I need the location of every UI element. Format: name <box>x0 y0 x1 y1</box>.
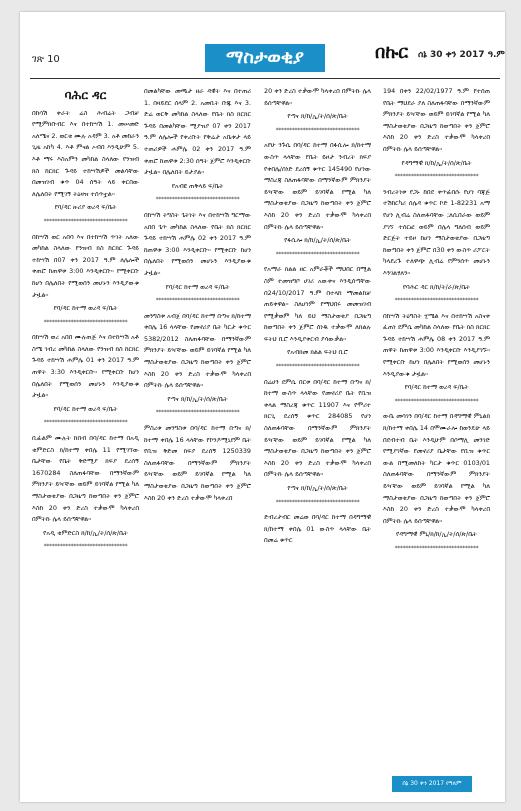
newspaper-name: በኩር <box>375 42 409 63</box>
notice-signature: የባ/ዳር ከተማ ወረዳ ፍ/ቤት <box>53 304 118 313</box>
notice: በከሣሽ ወር አበባ እና በተከሣሽ ጥገት አለው መካከል ስላለው የንዝብ ክስ ከርክር ጉዳይ ተከሣሽ በ07 ቀን 2017 ዓ.ም ለሌሎች ቀጠሮ ከጠዋቱ 3:00 እንዲቀርቡ። የሚቀርቡ ከሆነ በሌለበት የሚወሰን መሆኑን እንዲያውቁ ታዟል። <box>32 232 139 299</box>
separator: ******************************* <box>275 250 360 258</box>
notice: ድብረታብር መሬወ በባ/ዳር ከተማ በዳግማዊ ክ/ከተማ ቀበሌ 01 ውስጥ ላላቸው ቤት በመሬ ቁጥር <box>264 513 371 545</box>
notice-signature: የዳግማዊ ክ/ከ/ኢ/ት/ሰ/ጽ/ቤት <box>401 158 472 167</box>
footer-badge: ሰኔ 30 ቀን 2017 የዓለም <box>392 776 472 792</box>
notice-signature: የባ/ዳር ከተማ ወረዳ ፍ/ቤት <box>165 282 230 291</box>
page-header <box>20 12 505 84</box>
notice: በከሳሽ ቀራት ሬስ ሕብሬት ጋብቻ የሚምክቡብር እና በተከሣሽ 1. መሠመድ አለሜና 2. ወርቂ ሙሉ አዳም 3. አቶ መከራን ጊዜ አከካ 4. እቶ ምናል ኦብበ እንዲሁም 5. እቶ ማሩ እስአምን መካከል ስላለው የንዝብ ክስ ከርክር ጉዳይ ተከሣሽዎች መልሳቸው በመዝገብ ቁጥ 04 ሰዓት ላይ ቀርበው ለሌለበት የሚገኝ ትዕዛዝ ተሰጥቷል። <box>32 108 139 198</box>
issue-date: ሰኔ 30 ቀን 2017 ዓ.ም <box>418 50 505 60</box>
notice: 194 በቀን 22/02/1977 ዓ.ም የተሰጠ የቤት ማህደራ ያለ ስለጠፋባቸው በማንኛውም ምክንያት ይዣቸው ወይም ይገባኛል የሚል ካለ ማስታወቂያው በጋዜጣ ከወጣበት ቀን ጀምሮ እስከ 20 ቀን ድረስ ተቃውሞ ካላቀረበ በምትኩ ሌላ ይሰጣቸዋል። <box>383 87 490 153</box>
separator: ******************************* <box>394 544 479 552</box>
notice-signature: የባሕር ዳር ክ/ከ/ት/ራ/ጽ/ቤት <box>402 282 471 291</box>
separator: ******************************* <box>275 363 360 371</box>
page-number: ገጽ 10 <box>32 54 60 65</box>
notice-signature: የፋሲሎ ክ/ከ/ኢ/ት/ሰ/ጽ/ቤት <box>284 236 351 245</box>
notice: በከሣሽ ትዕግስት ሂሜል እና በተከሣሽ አስናቀ ፈጠነ ደምሴ መካከል ስላለው የቤት ክስ ክርክር ጉዳይ ተከሣሽ ሐምሌ 08 ቀን 2017 ዓ.ም ጠዋት ከጠዋቱ 3:00 እንዲቀርቡ እንዲያገኙ። የሚቀርቡ ከሆነ በሌለበት የሚወሰን መሆኑን እንዲያውቁ ታዟል። <box>383 311 490 378</box>
separator: ******************************* <box>43 318 128 326</box>
notice-signature: የአብክመ ክልል ፍትህ ቢሮ <box>287 348 348 357</box>
separator: ******************************* <box>155 297 240 305</box>
separator: ******************************* <box>394 173 479 181</box>
notice: በመልካቸው መጫታ ዘራ ዳዊት እና በተጠሪ 1. በዛይደር ሰላም 2. አመቢት ቡጁ እና 3. ድሬ ወርቅ መካከል ስላለው የቤት ክስ ክርክር ጉዳይ በመልካቸው ሚያዝያ 07 ቀን 2017 ዓ.ም ለሌሎች የቀረቡት የቅሬታ አቤቱታ ላይ ተጠሪዎች ሐምሌ 02 ቀን 2017 ዓ.ም ቀጠሮ ከጠዋቱ 2:30 ሰዓት ጀምሮ እንዲቀርቡ ታዟል። በሌለበት ይታያል። <box>144 87 251 177</box>
column-4 <box>383 86 490 559</box>
newspaper-page <box>20 12 505 802</box>
notice-signature: የጣና ክ/ከ/ኢ/ት/ሰ/ጽ/ቤት <box>167 394 228 403</box>
notice: ውቤ መሳገን በባ/ዳር ከተማ በዳግማዊ ምኒልክ ክ/ከተማ ቀበሌ 14 በሞሙራሎ ከወንዴሁ ላይ በደብተብ ቤት እንዲሁም በሶማሊ መንገድ የሚያገኛው የመኖሪያ ቤታቸው የቢዝ ቁጥር ውል በሚመለከት ካርታ ቁጥር 0103/01 ስለጠፋባቸው በማንኛውም ምክንያት ይዣቸው ወይም ይገባኛል የሚል ካለ ማስታወቂያው በጋዜጣ ከወጣበት ቀን ጀምሮ እስከ 20 ቀን ድረስ ተቃውሞ ካላቀረበ በምትኩ ሌላ ይሰጣቸዋል። <box>383 412 490 525</box>
header-rule <box>30 78 500 79</box>
notice-signature: የጣና ክ/ከ/ኢ/ት/ሰ/ጽ/ቤት <box>287 484 348 492</box>
notice: በከሣሽ ወረ አበበ ሙሉጠጅ እና በተከሣሽ አቶ ስሜ ገብረ መካከል ስላለው የንዝብ ክስ ከርክር ጉዳይ ተከሣሽ ሐምሌ 01 ቀን 2017 ዓ.ም ጠዋት 3:30 እንዲቀርቡ። የሚቀርቡ ከሆነ በሌለበት የሚወሰን መሆኑን እንዲያውቁ ታዟል። <box>32 333 139 400</box>
separator: ******************************* <box>43 217 128 225</box>
separator: ******************************* <box>43 419 128 427</box>
separator: ******************************* <box>394 297 479 305</box>
notice: ምስረቱ መንግስቱ በባ/ዳር ከተማ በጣና ክ/ከተማ ቀበሌ 16 ላላቸው የኮንዶሚኒየም ቤት የቢዝ ቅድመ ክፍያ ደረሰኝ 1250339 ስለጠፋባቸው በማንኛውም ምክንያት ይዣቸው ወይም ይገባኛል የሚል ካለ ማስታወቂያው በጋዜጣ ከወጣበት ቀን ጀምሮ እስከ 20 ቀን ድረስ ተቃውሞ ካላቀረበ <box>144 424 251 502</box>
separator: ******************************* <box>155 196 240 204</box>
notice: አየሁ ንጉሴ በባ/ዳር ከተማ በፋሲሎ ክ/ከተማ ውስጥ ላላቸው የቤት ይዞታ ንብረት ክፍያ የቀበሌ/ሰነድ ደረሰኝ ቁጥር 145490 የሆነው ማስረጃ ስለጠፋባቸው በማንኛውም ምክንያት ይዣቸው ወይም ይገባኛል የሚል ካለ ማስታወቂያው በጋዜጣ ከወጣበት ቀን ጀምሮ እስከ 20 ቀን ድረስ ተቃውሞ ካላቀረበ በምትኩ ሌላ ይሰጣቸዋል። <box>264 141 371 231</box>
notice: ንብረትነቱ የጋኑ ከበደ ቀጥፊበሱ የሆነ ባጃጅ ተሽከርካሪ ሰሌዳ ቁጥር ኮድ 1-82231 አማ የሆነ ሊብሬ ስለጠፋባቸው ;ለሲበራው ወይም ያገኘ ተሰርፎ ወይም በሌላ ግለሰብ ወይም ድርጅት ተይዞ ከሆነ ማስታወቂያው በጋዜጣ ከወጣበት ቀን ጀምሮ በ30 ቀን ውስጥ ሪፖርት ካላደረጉ ተለዋጭ ሊብሬ የምንሰጥ መሆኑን እንገልፃለን። <box>383 187 490 277</box>
notice: የአማራ ክልል ዘር አምራቾች ማህበር በሚል ስም ተመዝግቦ ሀገሪ አውቀና እንዲሰጣቸው በ24/10/2017 ዓ.ም በተላከ ማመልከቻ ጠይቀዋል። ስለሆነም የማህበሩ መመዝገብ የሚቃወም ካለ ይህ ማስታወቂያ በጋዜጣ ከወጣበት ቀን ጀምሮ ሰነዱ ተቃውሞ ለክልሉ ፍትህ ቢሮ እንዲያቀርብ ያሳውቃል። <box>264 265 371 343</box>
notice-signature: የአብዩ ጠቅላይ ፍ/ቤት <box>171 181 224 190</box>
notice-signature: የባ/ዳር ከተማ ወረዳ ፍ/ቤት <box>53 404 118 413</box>
notice: በከሣሽ ትግስት ጌትነት እና በተከሣሽ ግርማው አበበ ጌጥ መካከል ስላለው የቤት ክስ ክርክር ጉዳይ ተከሣሽ ሐምሌ 02 ቀን 2017 ዓ.ም ከጠዋቱ 3:00 እንዲቀርቡ። የሚቀርቡ ከሆነ በሌለበት የሚወሰን መሆኑን እንዲያውቁ ታዟል። <box>144 210 251 277</box>
separator: ******************************* <box>43 543 128 551</box>
notice-signature: የባ/ዳር ዙሪያ ወረዳ ፍ/ቤት <box>54 203 117 212</box>
column-1 <box>32 86 139 557</box>
notice-signature: የዳግማዊ ምኒ/ክ/ከ/ኢ/ት/ሰ/ጽ/ቤት <box>396 530 477 539</box>
separator: ******************************* <box>275 126 360 134</box>
notice: በሬሀን ደምሴ በርቱ በባ/ዳር ከተማ በጣና ክ/ከተማ ውስጥ ላላቸው የመኖሪያ ቤት የቢዝ ቀላል ማስረጃ ቁጥር 11907 እና የሞሪተ ክርጊ ደረሰኝ ቁጥር 284085 የሆነ ስለጠፋባቸው በማንኛውም ምክንያት ይዣቸው ወይም ይገባኛል የሚል ካለ ማስታወቂያው በጋዜጣ ከወጣበት ቀን ጀምሮ እስከ 20 ቀን ድረስ ተቃውሞ ካላቀረበ በምትኩ ሌላ ይሰጣቸዋል። <box>264 377 371 479</box>
column-2 <box>144 86 251 504</box>
section-masthead: ማስታወቂያ <box>205 44 325 72</box>
notice: 20 ቀን ድረስ ተቃውሞ ካላቀረበ በምትኩ ሌላ ይሰጣቸዋል። <box>264 87 371 107</box>
separator: ******************************* <box>394 397 479 405</box>
section-title: ባሕር ዳር <box>64 88 107 102</box>
notice: መንግስቱ አብጀ በባ/ዳር ከተማ በጣና ክ/ከተማ ቀበሌ 16 ላላቸው የመኖሪያ ቤት ካርታ ቁጥር 5382/2012 ስለጠፋባቸው በማንኛውም ምክንያት ይዣቸው ወይም ይገባኛል የሚል ካለ ማስታወቂያው በጋዜጣ ከወጣበት ቀን ጀምሮ እስከ 20 ቀን ድረስ ተቃውሞ ካላቀረበ በምትኩ ሌላ ይሰጣቸዋል። <box>144 311 251 390</box>
notice-signature: የባ/ዳር ከተማ ወረዳ ፍ/ቤት <box>404 383 469 392</box>
notice-signature: የጣና ክ/ከ/ኢ/ት/ሰ/ጽ/ቤት <box>287 112 348 121</box>
separator: ******************************* <box>275 498 360 506</box>
separator: ******************************* <box>155 409 240 417</box>
notice: ቢፊልም ሙሉት ከበብ በባ/ዳር ከተማ በአዲ ቂምድርስ ክ/ከተማ ቀበሌ 11 የሚገኘው ቤታቸው የቤት ቅድሚያ ክፍያ ደረሰኝ 1670284 ስለጠፋባቸው በማንኛውም ምክንያት ይዣቸው ወይም ይገባኛል የሚል ካለ ማስታወቂያው በጋዜጣ ከወጣበት ቀን ጀምሮ እስከ 20 ቀን ድረስ ተቃውሞ ካላቀረበ በምትኩ ሌላ ይሰጣቸዋል። <box>32 434 139 524</box>
notice-signature: የአዲ ቂምድርስ ክ/ከ/ኢ/ት/ሰ/ጽ/ቤት <box>43 528 128 537</box>
column-3 <box>264 86 371 547</box>
